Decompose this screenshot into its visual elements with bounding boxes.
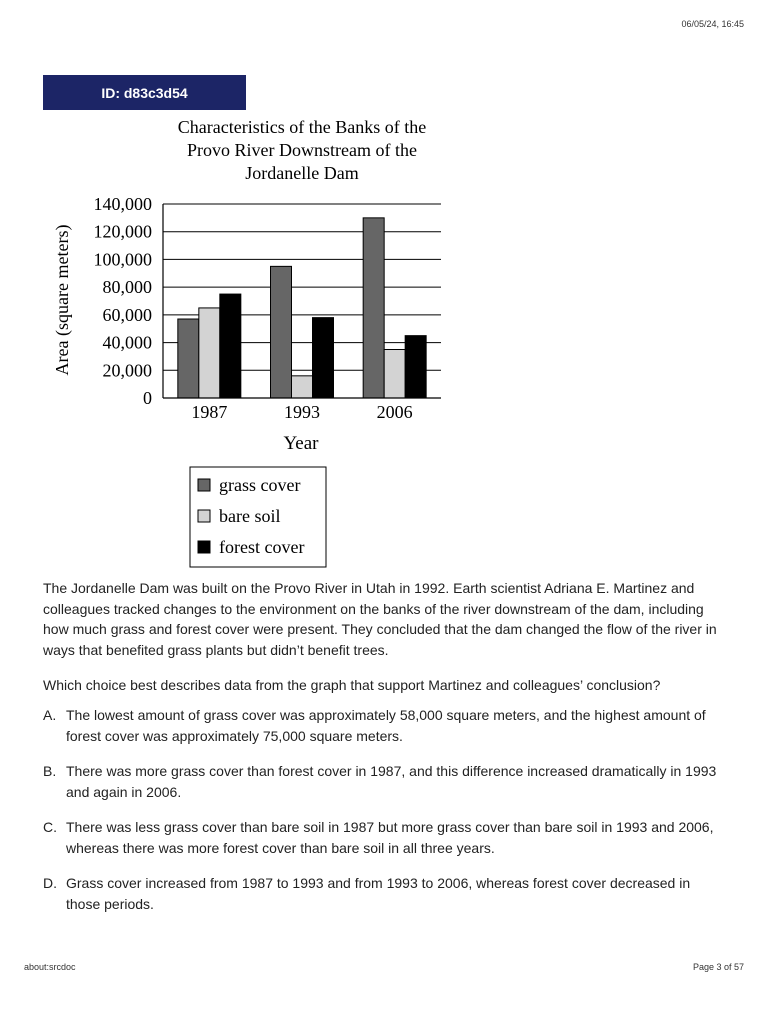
chart-title-line: Provo River Downstream of the <box>187 140 417 160</box>
legend-swatch <box>198 479 210 491</box>
y-tick-label: 80,000 <box>102 277 152 298</box>
chart-title-line: Characteristics of the Banks of the <box>177 117 427 137</box>
bar-bare-soil-1987 <box>199 308 220 398</box>
legend-label: bare soil <box>219 506 281 526</box>
legend-label: forest cover <box>219 537 305 557</box>
choice-a[interactable] <box>43 705 723 747</box>
page-number: Page 3 of 57 <box>692 962 744 972</box>
footer-url: about:srcdoc <box>24 962 76 972</box>
y-axis-ticks <box>94 194 153 408</box>
bar-forest-cover-1987 <box>220 294 241 398</box>
passage-text: The Jordanelle Dam was built on the Provo River in Utah in 1992. Earth scientist Adriana E. Martinez and colleagues tracked changes to the environment on the banks of the river downstream of the dam, including how much grass and forest cover were present. They concluded that the dam changed the flow of the river in ways that benefited grass plants but didn’t benefit trees. <box>43 580 717 658</box>
x-tick-label: 2006 <box>376 402 413 422</box>
choice-letter: D. <box>43 875 57 891</box>
choice-c[interactable] <box>43 817 723 859</box>
y-tick-label: 20,000 <box>102 360 152 381</box>
choice-letter: A. <box>43 707 57 723</box>
bar-grass-cover-1993 <box>271 266 292 398</box>
legend-swatch <box>198 541 210 553</box>
bar-bare-soil-2006 <box>384 350 405 399</box>
question-text: Which choice best describes data from the graph that support Martinez and colleagues’ conclusion? <box>43 677 661 693</box>
chart-svg <box>40 112 460 572</box>
bar-grass-cover-2006 <box>363 218 384 398</box>
legend-swatch <box>198 510 210 522</box>
x-tick-label: 1987 <box>191 402 228 422</box>
choice-letter: C. <box>43 819 57 835</box>
choice-text: The lowest amount of grass cover was approximately 58,000 square meters, and the highest amount of forest cover was approximately 75,000 square meters. <box>66 707 706 744</box>
y-tick-label: 0 <box>143 388 152 408</box>
y-axis-label: Area (square meters) <box>52 224 72 376</box>
answer-choices <box>43 705 723 929</box>
bar-bare-soil-1993 <box>292 376 313 398</box>
bar-forest-cover-1993 <box>313 318 334 398</box>
chart-bars <box>178 218 426 398</box>
choice-text: There was less grass cover than bare soil in 1987 but more grass cover than bare soil in 1993 and 2006, whereas there was more forest cover than bare soil in all three years. <box>66 819 714 856</box>
choice-letter: B. <box>43 763 57 779</box>
choice-d[interactable] <box>43 873 723 915</box>
y-tick-label: 40,000 <box>102 332 152 353</box>
choice-b[interactable] <box>43 761 723 803</box>
choice-text: Grass cover increased from 1987 to 1993 and from 1993 to 2006, whereas forest cover decreased in those periods. <box>66 875 691 912</box>
bar-chart <box>40 112 460 572</box>
x-axis-label: Year <box>283 433 319 454</box>
legend-label: grass cover <box>219 475 301 495</box>
question-id-badge: ID: d83c3d54 <box>43 75 246 110</box>
y-tick-label: 120,000 <box>93 221 152 242</box>
choice-text: There was more grass cover than forest cover in 1987, and this difference increased dramatically in 1993 and again in 2006. <box>66 763 717 800</box>
bar-grass-cover-1987 <box>178 319 199 398</box>
x-tick-label: 1993 <box>284 402 320 422</box>
bar-forest-cover-2006 <box>405 336 426 398</box>
print-timestamp: 06/05/24, 16:45 <box>681 19 744 29</box>
x-axis-ticks <box>191 402 412 422</box>
chart-title-line: Jordanelle Dam <box>245 163 359 183</box>
y-tick-label: 60,000 <box>102 304 152 325</box>
chart-title <box>178 117 426 183</box>
y-tick-label: 100,000 <box>93 249 152 270</box>
chart-legend <box>190 467 326 567</box>
y-tick-label: 140,000 <box>93 194 152 214</box>
